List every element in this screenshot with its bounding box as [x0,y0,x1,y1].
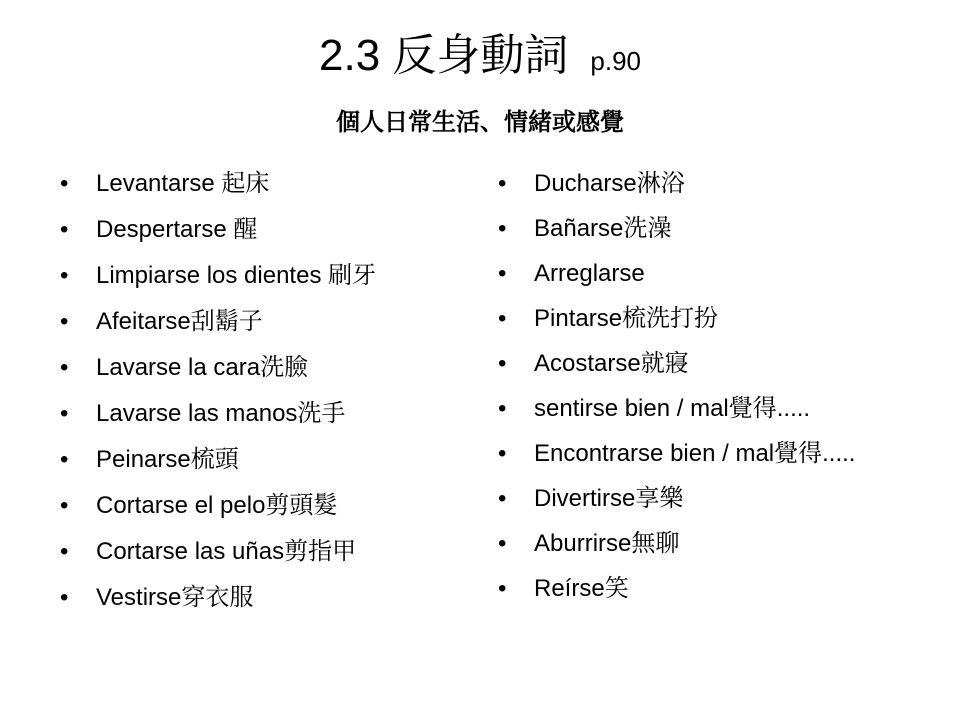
list-item-text: Aburrirse無聊 [534,530,680,557]
list-item [498,350,898,378]
list-item-text: Acostarse就寢 [534,350,689,377]
bullet-icon: • [498,215,507,242]
list-item-text: Vestirse穿衣服 [96,584,254,611]
bullet-icon: • [60,170,69,197]
list-item [60,170,450,198]
list-item-text: Cortarse el pelo剪頭髮 [96,492,338,519]
list-item-text: Divertirse享樂 [534,485,684,512]
list-item-text: Pintarse梳洗打扮 [534,305,719,332]
list-item [60,308,450,336]
list-item-text: Levantarse 起床 [96,170,270,197]
bullet-icon: • [60,400,69,427]
list-item-text: Peinarse梳頭 [96,446,239,473]
bullet-icon: • [60,446,69,473]
right-verb-list [498,170,898,620]
list-item [498,575,898,603]
bullet-icon: • [498,260,507,287]
bullet-icon: • [60,354,69,381]
bullet-icon: • [60,308,69,335]
list-item-text: Afeitarse刮鬍子 [96,308,263,335]
list-item-text: Limpiarse los dientes 刷牙 [96,262,377,289]
bullet-icon: • [498,440,507,467]
list-item [498,530,898,558]
list-item-text: Arreglarse [534,260,645,287]
list-item-text: Ducharse淋浴 [534,170,685,197]
bullet-icon: • [60,492,69,519]
bullet-icon: • [498,530,507,557]
bullet-icon: • [498,350,507,377]
list-item [60,492,450,520]
list-item [60,354,450,382]
bullet-icon: • [498,395,507,422]
list-item [498,395,898,423]
bullet-icon: • [60,262,69,289]
list-item [60,216,450,244]
list-item-text: Cortarse las uñas剪指甲 [96,538,357,565]
slide-title [0,31,960,80]
left-verb-list [60,170,450,630]
list-item-text: Encontrarse bien / mal覺得..... [534,440,856,467]
list-item-text: Lavarse la cara洗臉 [96,354,309,381]
bullet-icon: • [498,170,507,197]
list-item-text: Despertarse 醒 [96,216,258,243]
bullet-icon: • [498,305,507,332]
list-item [498,485,898,513]
slide-subtitle: 個人日常生活、情緒或感覺 [336,109,624,136]
bullet-icon: • [498,575,507,602]
bullet-icon: • [60,584,69,611]
title-text: 2.3 反身動詞 [319,31,569,80]
page-reference: p.90 [590,46,641,76]
list-item-text: Reírse笑 [534,575,629,602]
list-item [498,440,898,468]
list-item [60,400,450,428]
list-item [498,305,898,333]
list-item [60,446,450,474]
bullet-icon: • [60,216,69,243]
bullet-icon: • [498,485,507,512]
list-item [498,215,898,243]
list-item [60,538,450,566]
list-item-text: sentirse bien / mal覺得..... [534,395,811,422]
list-item-text: Bañarse洗澡 [534,215,672,242]
list-item [498,260,898,288]
bullet-icon: • [60,538,69,565]
list-item [498,170,898,198]
list-item [60,584,450,612]
list-item [60,262,450,290]
list-item-text: Lavarse las manos洗手 [96,400,346,427]
